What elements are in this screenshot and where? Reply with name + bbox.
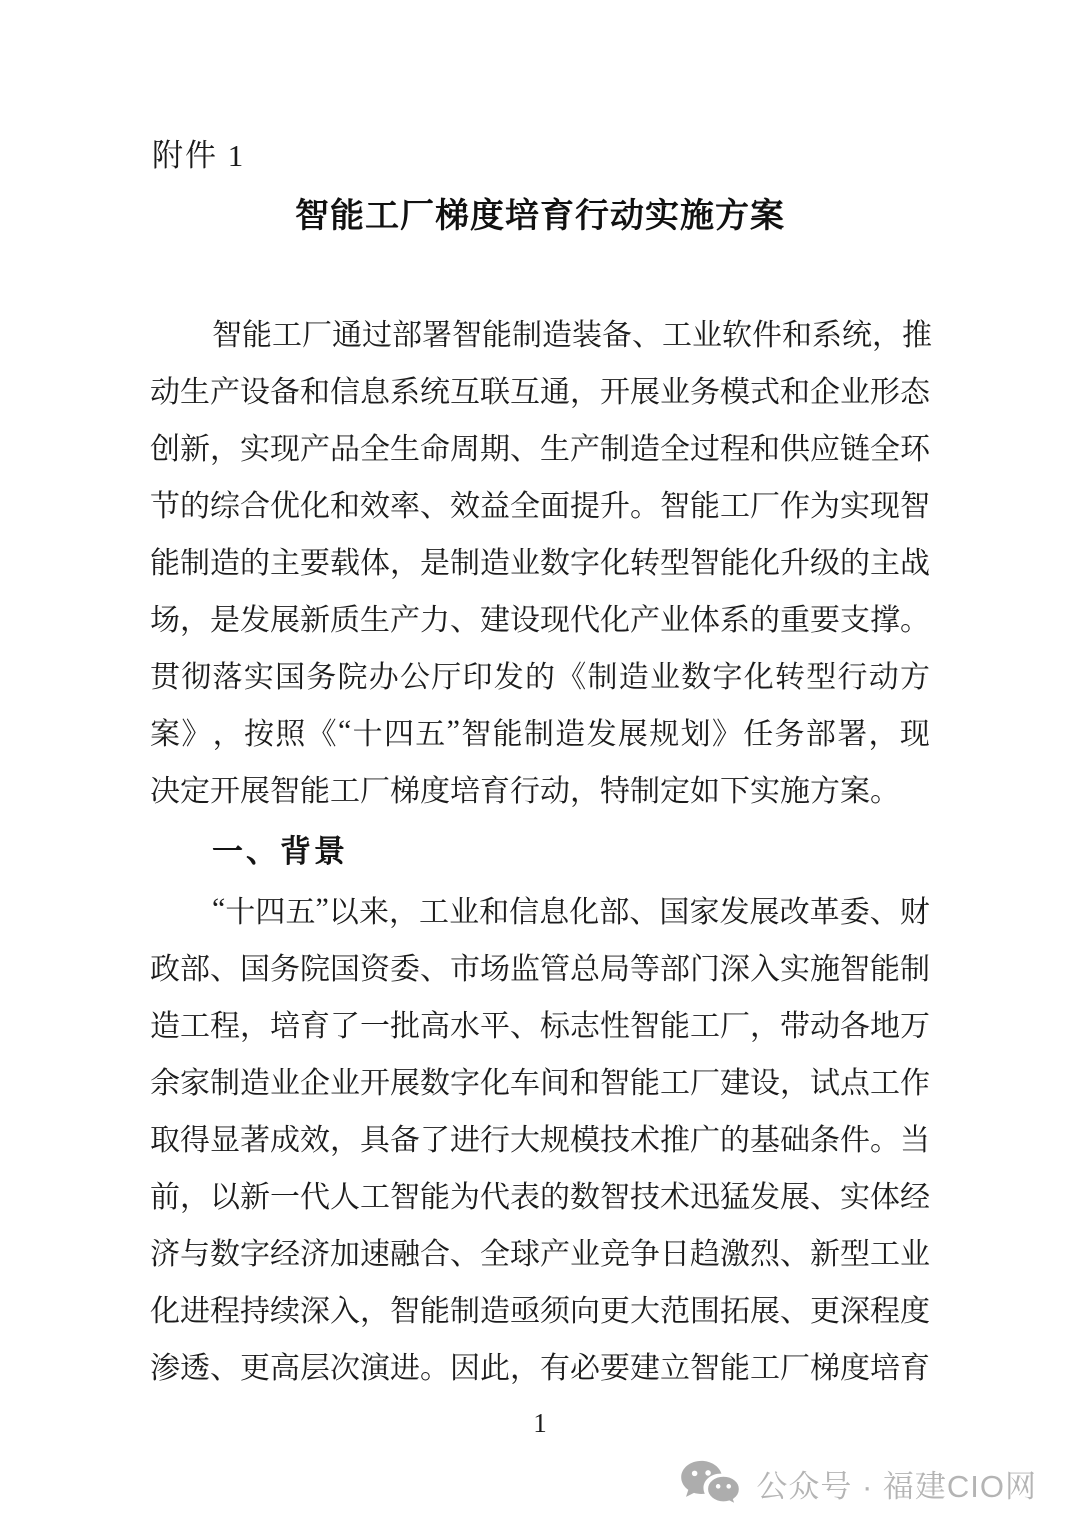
text-line: 创 新 ， 实 现 产 品 全 生 命 周 期 、 生 产 制 造 全 过 程 和 供 应 链 全 环 bbox=[150, 432, 930, 466]
watermark bbox=[678, 1459, 1037, 1507]
page-title: 智能工厂梯度培育行动实施方案 bbox=[295, 198, 785, 235]
text-line: 济 与 数 字 经 济 加 速 融 合 、 全 球 产 业 竞 争 日 趋 激 烈 、 新 型 工 业 bbox=[150, 1237, 930, 1271]
text-line: 取 得 显 著 成 效 ， 具 备 了 进 行 大 规 模 技 术 推 广 的 基 础 条 件 。 当 bbox=[150, 1123, 930, 1157]
text-line: “ 十 四 五 ” 以 来 ， 工 业 和 信 息 化 部 、 国 家 发 展 改 革 委 、 财 bbox=[212, 891, 930, 929]
text-line: 余 家 制 造 业 企 业 开 展 数 字 化 车 间 和 智 能 工 厂 建 设 ， 试 点 工 作 bbox=[150, 1066, 930, 1100]
attachment-label: 附件 1 bbox=[152, 138, 246, 173]
text-line: 节 的 综 合 优 化 和 效 率 、 效 益 全 面 提 升 。 智 能 工 厂 作 为 实 现 智 bbox=[150, 489, 930, 523]
wechat-icon bbox=[678, 1459, 742, 1507]
text-line: 动 生 产 设 备 和 信 息 系 统 互 联 互 通 ， 开 展 业 务 模 式 和 企 业 形 态 bbox=[150, 375, 930, 409]
text-line: 案 》 ， 按 照 《 “ 十 四 五 ” 智 能 制 造 发 展 规 划 》 任 务 部 署 ， 现 bbox=[150, 713, 930, 751]
text-line: 智 能 工 厂 通 过 部 署 智 能 制 造 装 备 、 工 业 软 件 和 系 统 ， 推 bbox=[212, 318, 932, 352]
text-line: 化 进 程 持 续 深 入 ， 智 能 制 造 亟 须 向 更 大 范 围 拓 展 、 更 深 程 度 bbox=[150, 1294, 930, 1328]
page-number: 1 bbox=[533, 1408, 547, 1438]
text-line: 前 ， 以 新 一 代 人 工 智 能 为 代 表 的 数 智 技 术 迅 猛 发 展 、 实 体 经 bbox=[150, 1180, 930, 1214]
section-heading: 一、背景 bbox=[212, 833, 348, 869]
text-line: 政 部 、 国 务 院 国 资 委 、 市 场 监 管 总 局 等 部 门 深 入 实 施 智 能 制 bbox=[150, 952, 930, 986]
text-line: 能 制 造 的 主 要 载 体 ， 是 制 造 业 数 字 化 转 型 智 能 化 升 级 的 主 战 bbox=[150, 546, 930, 580]
watermark-label: 公众号 · 福建CIO网 bbox=[756, 1468, 1037, 1504]
text-line: 渗 透 、 更 高 层 次 演 进 。 因 此 ， 有 必 要 建 立 智 能 工 厂 梯 度 培 育 bbox=[150, 1351, 930, 1385]
text-line: 贯 彻 落 实 国 务 院 办 公 厅 印 发 的 《 制 造 业 数 字 化 转 型 行 动 方 bbox=[150, 660, 930, 694]
text-line: 决 定 开 展 智 能 工 厂 梯 度 培 育 行 动 ， 特 制 定 如 下 实 施 方 案 。 bbox=[150, 774, 900, 808]
text-line: 造 工 程 ， 培 育 了 一 批 高 水 平 、 标 志 性 智 能 工 厂 ， 带 动 各 地 万 bbox=[150, 1009, 930, 1043]
document-body bbox=[150, 303, 930, 1393]
text-line: 场 ， 是 发 展 新 质 生 产 力 、 建 设 现 代 化 产 业 体 系 的 重 要 支 撑 。 bbox=[150, 603, 930, 637]
paragraph bbox=[150, 303, 930, 816]
paragraph bbox=[150, 880, 930, 1393]
